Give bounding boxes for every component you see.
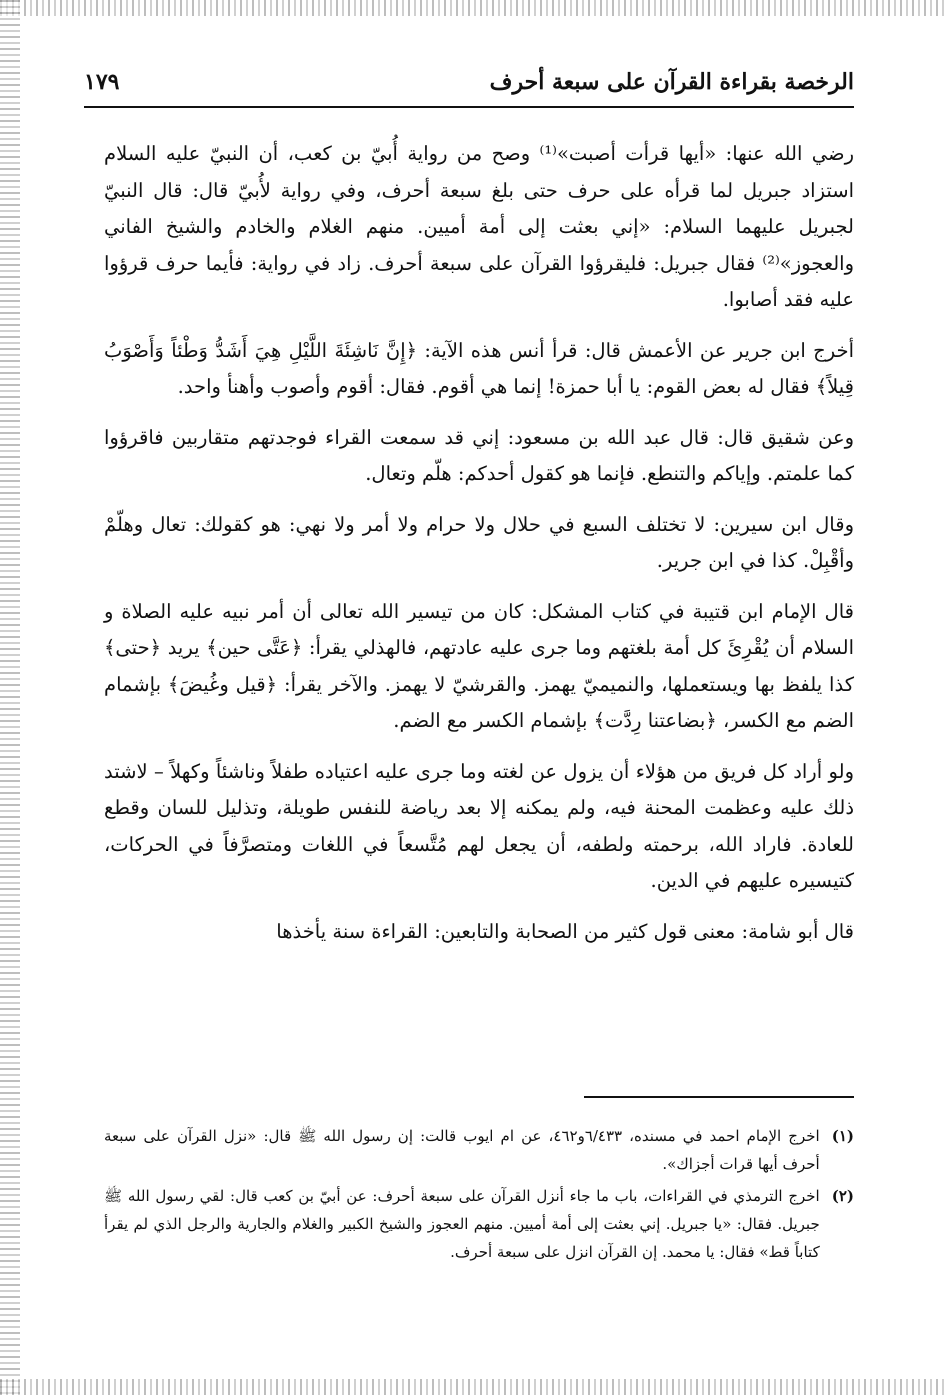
footnote-text: اخرج الإمام احمد في مسنده، ٦/٤٣٣و٤٦٢، عن ام ايوب قالت: إن رسول الله ﷺ قال: «نزل القرآن على سبعة أحرف أيها قرات أجزاك». — [104, 1127, 820, 1173]
paragraph-3: وعن شقيق قال: قال عبد الله بن مسعود: إني قد سمعت القراء فوجدتهم متقاربين فاقرؤوا كما علمتم. وإياكم والتنطع. فإنما هو كقول أحدكم: هلّم وتعال. — [104, 425, 854, 485]
paragraph-1: رضي الله عنها: «أيها قرأت أصبت»⁽¹⁾ وصح من رواية أُبيّ بن كعب، أن النبيّ عليه السلام استزاد جبريل لما قرأه على حرف حتى بلغ سبعة أحرف، وفي رواية لأُبيّ قال: قال النبيّ لجبريل عليهما السلام: «إني بعثت إلى أمة أميين. منهم الغلام والخادم والشيخ الفاني والعجوز»⁽²⁾ فقال جبريل: فليقرؤوا القرآن على سبعة أحرف. زاد في رواية: فأيما حرف قرؤوا عليه فقد أصابوا. — [104, 142, 854, 311]
main-text — [104, 136, 854, 964]
paragraph-7: قال أبو شامة: معنى قول كثير من الصحابة والتابعين: القراءة سنة يأخذها — [276, 919, 854, 943]
footnote-2 — [104, 1182, 854, 1266]
paragraph-5: قال الإمام ابن قتيبة في كتاب المشكل: كان من تيسير الله تعالى أن أمر نبيه عليه الصلاة و السلام أن يُقْرِئَ كل أمة بلغتهم وما جرى عليه عادتهم، فالهذلي يقرأ: ﴿عَتَّى حين﴾ يريد ﴿حتى﴾ كذا يلفظ بها ويستعملها، والنميميّ يهمز. والقرشيّ لا يهمز. والآخر يقرأ: ﴿قيل وغُيضَ﴾ بإشمام الضم مع الكسر، ﴿بضاعتنا رِدَّت﴾ بإشمام الكسر مع الضم. — [104, 599, 854, 732]
paragraph-6: ولو أراد كل فريق من هؤلاء أن يزول عن لغته وما جرى عليه اعتياده طفلاً وناشئاً وكهلاً – لاشتد ذلك عليه وعظمت المحنة فيه، ولم يمكنه إلا بعد رياضة للنفس طويلة، وتذليل للسان وقطع للعادة. فاراد الله، برحمته ولطفه، أن يجعل لهم مُتَّسعاً في اللغات ومتصرَّفاً في الحركات، كتيسيره عليهم في الدين. — [104, 759, 854, 892]
running-header-title: الرخصة بقراءة القرآن على سبعة أحرف — [489, 69, 854, 95]
footnotes — [104, 1122, 854, 1270]
running-header — [84, 62, 854, 102]
decorative-border-top — [0, 0, 944, 16]
decorative-border-bottom — [0, 1379, 944, 1395]
header-rule — [84, 106, 854, 108]
paragraph-4: وقال ابن سيرين: لا تختلف السبع في حلال ولا حرام ولا أمر ولا نهي: هو كقولك: تعال وهلّمْ وأقْبِلْ. كذا في ابن جرير. — [104, 512, 854, 572]
page-number: ١٧٩ — [84, 69, 120, 95]
paragraph-2: أخرج ابن جرير عن الأعمش قال: قرأ أنس هذه الآية: ﴿إِنَّ نَاشِئَةَ اللَّيْلِ هِيَ أَشَدُّ وَطْئاً وَأَصْوَبُ قِيلاً﴾ فقال له بعض القوم: يا أبا حمزة! إنما هي أقوم. فقال: أقوم وأصوب وأهنأ واحد. — [104, 338, 854, 398]
footnote-number: (٢) — [831, 1187, 854, 1205]
footnote-text: اخرج الترمذي في القراءات، باب ما جاء أنزل القرآن على سبعة أحرف: عن أبيّ بن كعب قال: لقي رسول الله ﷺ جبريل. فقال: «يا جبريل. إني بعثت إلى أمة أميين. منهم العجوز والشيخ الكبير والغلام والجارية والرجل الذي لم يقرأ كتاباً قط» فقال: يا محمد. إن القرآن انزل على سبعة أحرف. — [104, 1187, 820, 1261]
decorative-border-left — [0, 0, 20, 1395]
footnote-number: (١) — [831, 1127, 854, 1145]
footnote-separator — [584, 1096, 854, 1098]
footnote-1 — [104, 1122, 854, 1178]
